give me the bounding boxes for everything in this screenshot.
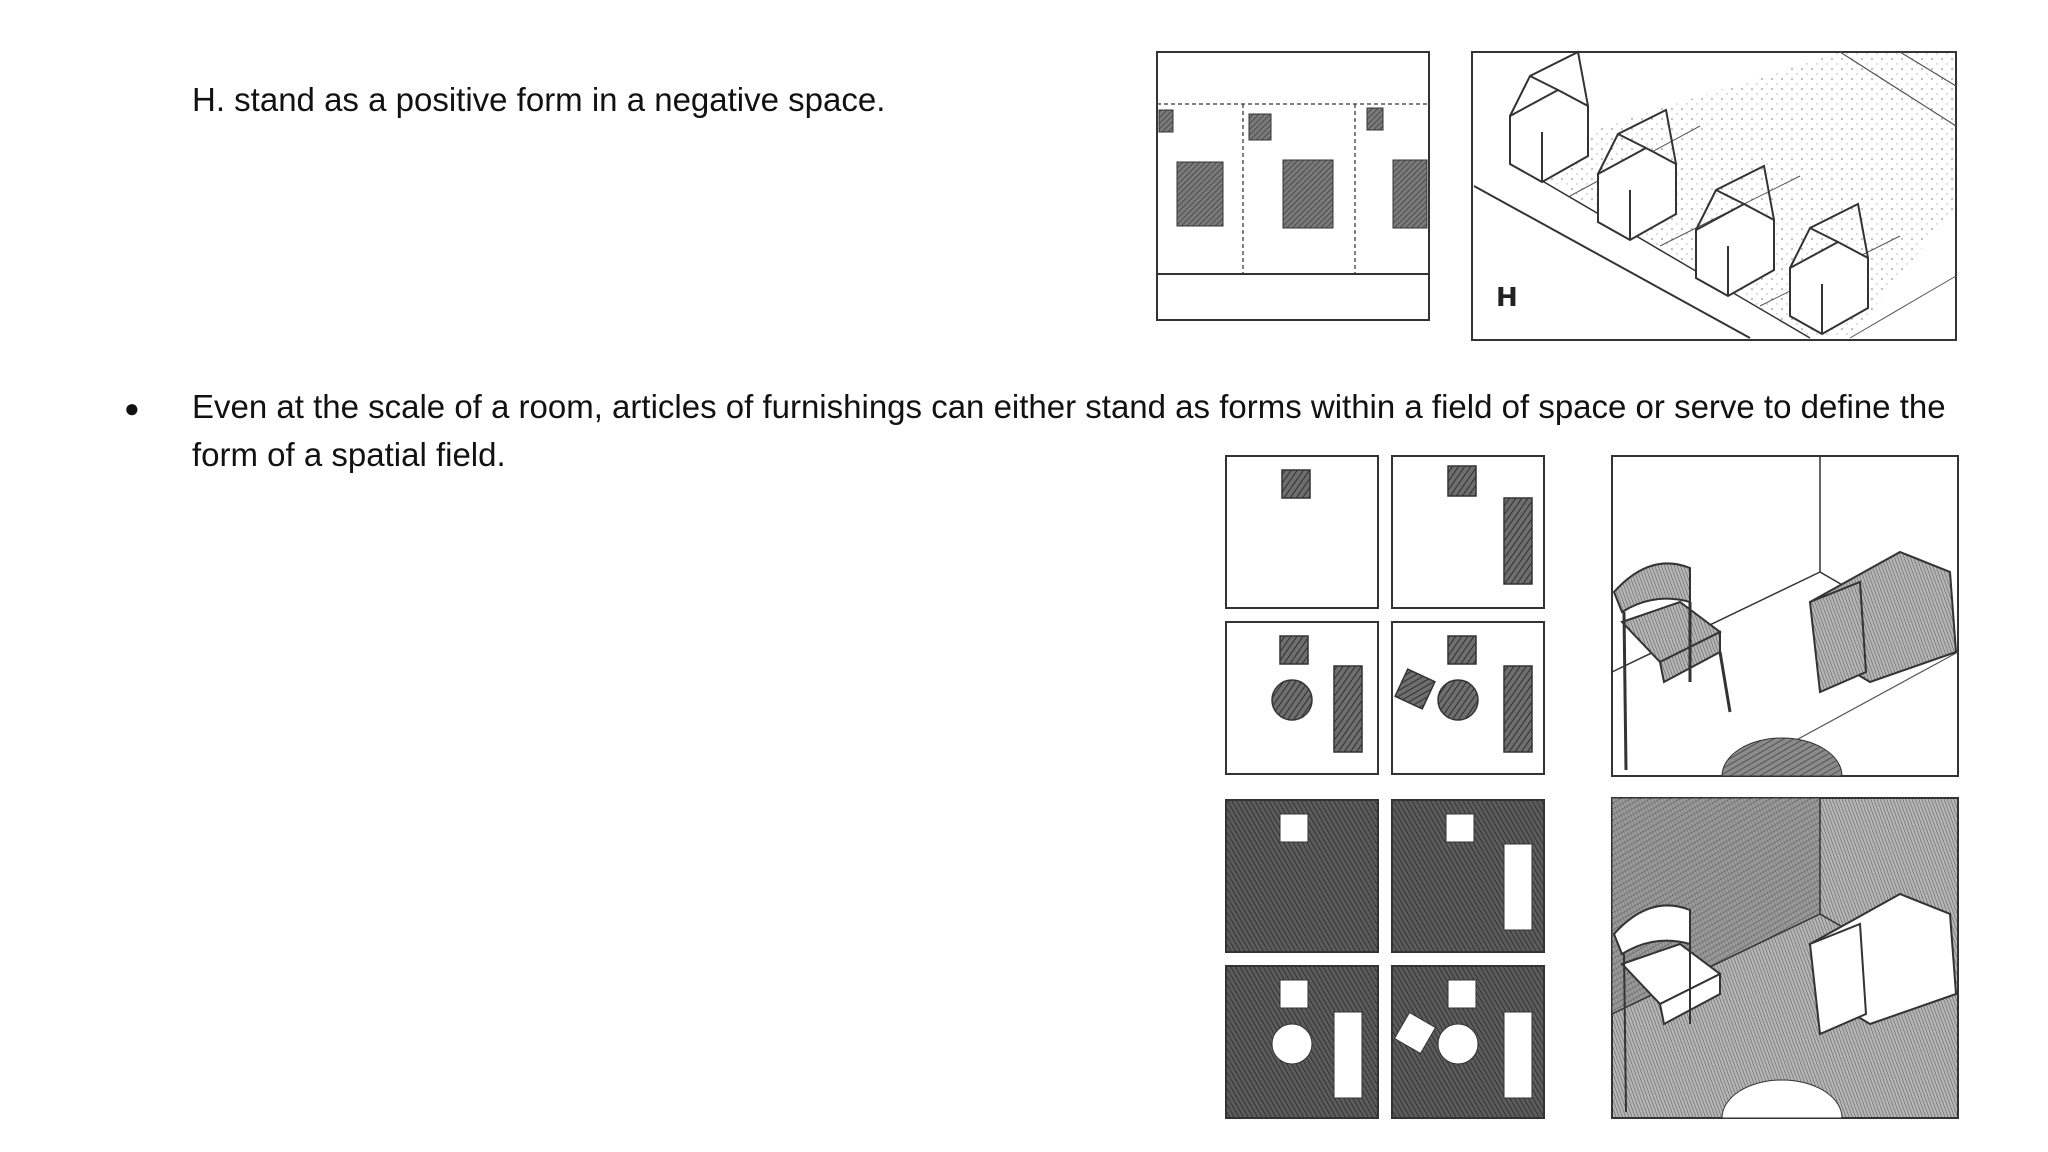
furniture-plan-grid bbox=[1224, 452, 1548, 1122]
isometric-houses-figure bbox=[1470, 46, 1960, 344]
bullet-text: Even at the scale of a room, articles of furnishings can either stand as forms within a field of space or serve to define the form of a spatial field. bbox=[192, 388, 1946, 473]
caption-h: H. stand as a positive form in a negative space. bbox=[192, 81, 886, 118]
figure-h-label: H bbox=[1496, 283, 1518, 313]
room-isometric-figure bbox=[1610, 452, 1962, 1122]
plan-h-figure bbox=[1155, 48, 1433, 324]
bullet-marker: ● bbox=[124, 393, 140, 423]
